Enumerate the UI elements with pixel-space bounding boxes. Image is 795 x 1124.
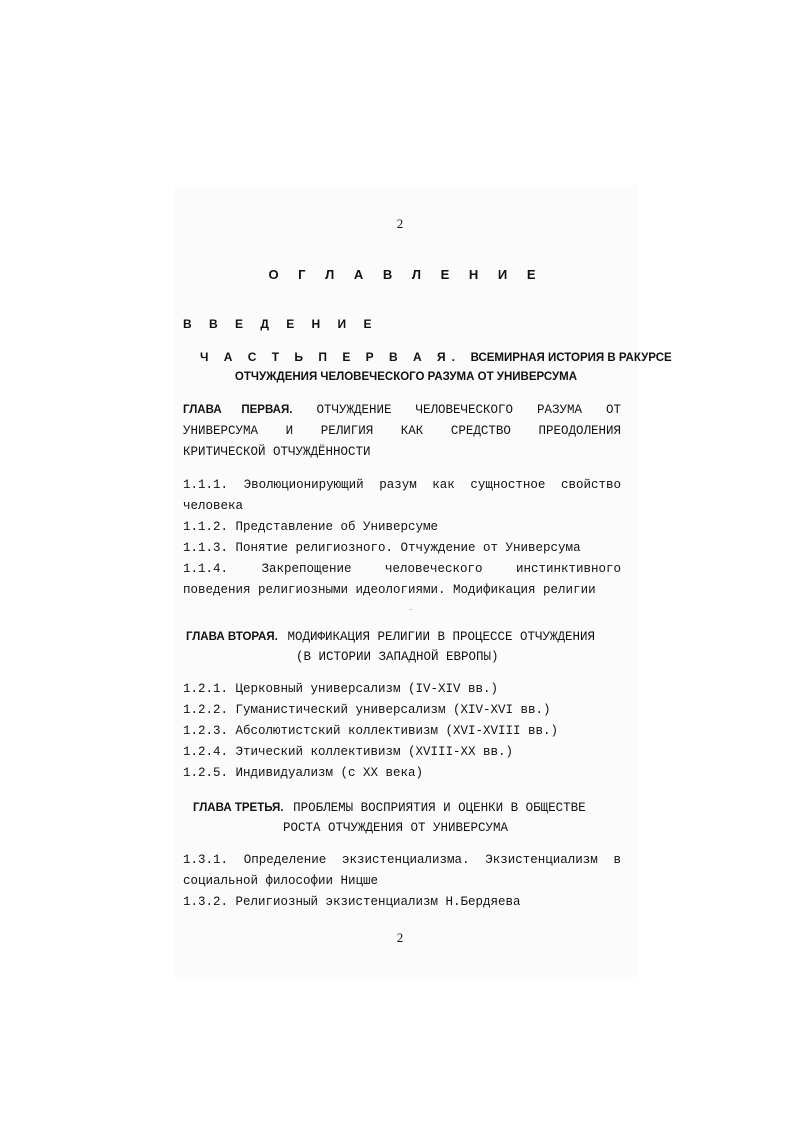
chapter-one-heading-line1 (183, 403, 621, 417)
section-1-2-2: 1.2.2. Гуманистический универсализм (XIV-XVI вв.) (183, 703, 551, 717)
section-1-2-3: 1.2.3. Абсолютистский коллективизм (XVI-XVIII вв.) (183, 724, 559, 738)
section-1-1-3: 1.1.3. Понятие религиозного. Отчуждение от Универсума (183, 541, 581, 555)
chapter-one-title-line3: КРИТИЧЕСКОЙ ОТЧУЖДЁННОСТИ (183, 445, 371, 459)
chapter-two-heading-line1 (186, 627, 595, 645)
section-1-1-4-line1: 1.1.4. Закрепощение человеческого инстинктивного (183, 562, 621, 576)
section-1-1-1-line1: 1.1.1. Эволюционирующий разум как сущностное свойство (183, 478, 621, 492)
section-1-3-1-line2: социальной философии Ницше (183, 874, 379, 888)
page-number-top: 2 (396, 216, 404, 231)
chapter-three-title-line1: ПРОБЛЕМЫ ВОСПРИЯТИЯ И ОЦЕНКИ В ОБЩЕСТВЕ (293, 801, 586, 815)
chapter-two-label: ГЛАВА ВТОРАЯ. (186, 631, 278, 643)
section-1-2-4: 1.2.4. Этический коллективизм (XVIII-XX вв.) (183, 745, 514, 759)
chapter-two-title-line1: МОДИФИКАЦИЯ РЕЛИГИИ В ПРОЦЕССЕ ОТЧУЖДЕНИЯ (287, 630, 595, 644)
scan-speck (409, 609, 413, 610)
section-1-1-4-line2: поведения религиозными идеологиями. Модификация религии (183, 583, 596, 597)
chapter-one-label: ГЛАВА ПЕРВАЯ. (183, 404, 293, 416)
chapter-two-title-line2: (В ИСТОРИИ ЗАПАДНОЙ ЕВРОПЫ) (296, 650, 499, 664)
introduction-heading: В В Е Д Е Н И Е (183, 317, 379, 331)
page-number-bottom: 2 (396, 930, 404, 945)
chapter-three-title-line2: РОСТА ОТЧУЖДЕНИЯ ОТ УНИВЕРСУМА (283, 821, 509, 835)
section-1-1-1-line2: человека (183, 499, 244, 513)
section-1-1-2: 1.1.2. Представление об Универсуме (183, 520, 439, 534)
section-1-3-2: 1.3.2. Религиозный экзистенциализм Н.Бердяева (183, 895, 521, 909)
part-one-label: Ч А С Т Ь П Е Р В А Я. (200, 350, 461, 364)
toc-title: О Г Л А В Л Е Н И Е (268, 267, 544, 282)
chapter-one-title-line1: ОТЧУЖДЕНИЕ ЧЕЛОВЕЧЕСКОГО РАЗУМА ОТ (316, 403, 621, 417)
section-1-2-1: 1.2.1. Церковный универсализм (IV-XIV вв.) (183, 682, 499, 696)
chapter-three-heading-line1 (193, 798, 586, 816)
part-one-title-line1: ВСЕМИРНАЯ ИСТОРИЯ В РАКУРСЕ (470, 352, 672, 364)
chapter-one-title-line2: УНИВЕРСУМА И РЕЛИГИЯ КАК СРЕДСТВО ПРЕОДОЛЕНИЯ (183, 424, 621, 438)
part-one-heading-line1 (200, 348, 672, 366)
part-one-title-line2: ОТЧУЖДЕНИЯ ЧЕЛОВЕЧЕСКОГО РАЗУМА ОТ УНИВЕРСУМА (234, 371, 578, 383)
section-1-3-1-line1: 1.3.1. Определение экзистенциализма. Экзистенциализм в (183, 853, 621, 867)
section-1-2-5: 1.2.5. Индивидуализм (с XX века) (183, 766, 424, 780)
chapter-three-label: ГЛАВА ТРЕТЬЯ. (193, 802, 284, 814)
